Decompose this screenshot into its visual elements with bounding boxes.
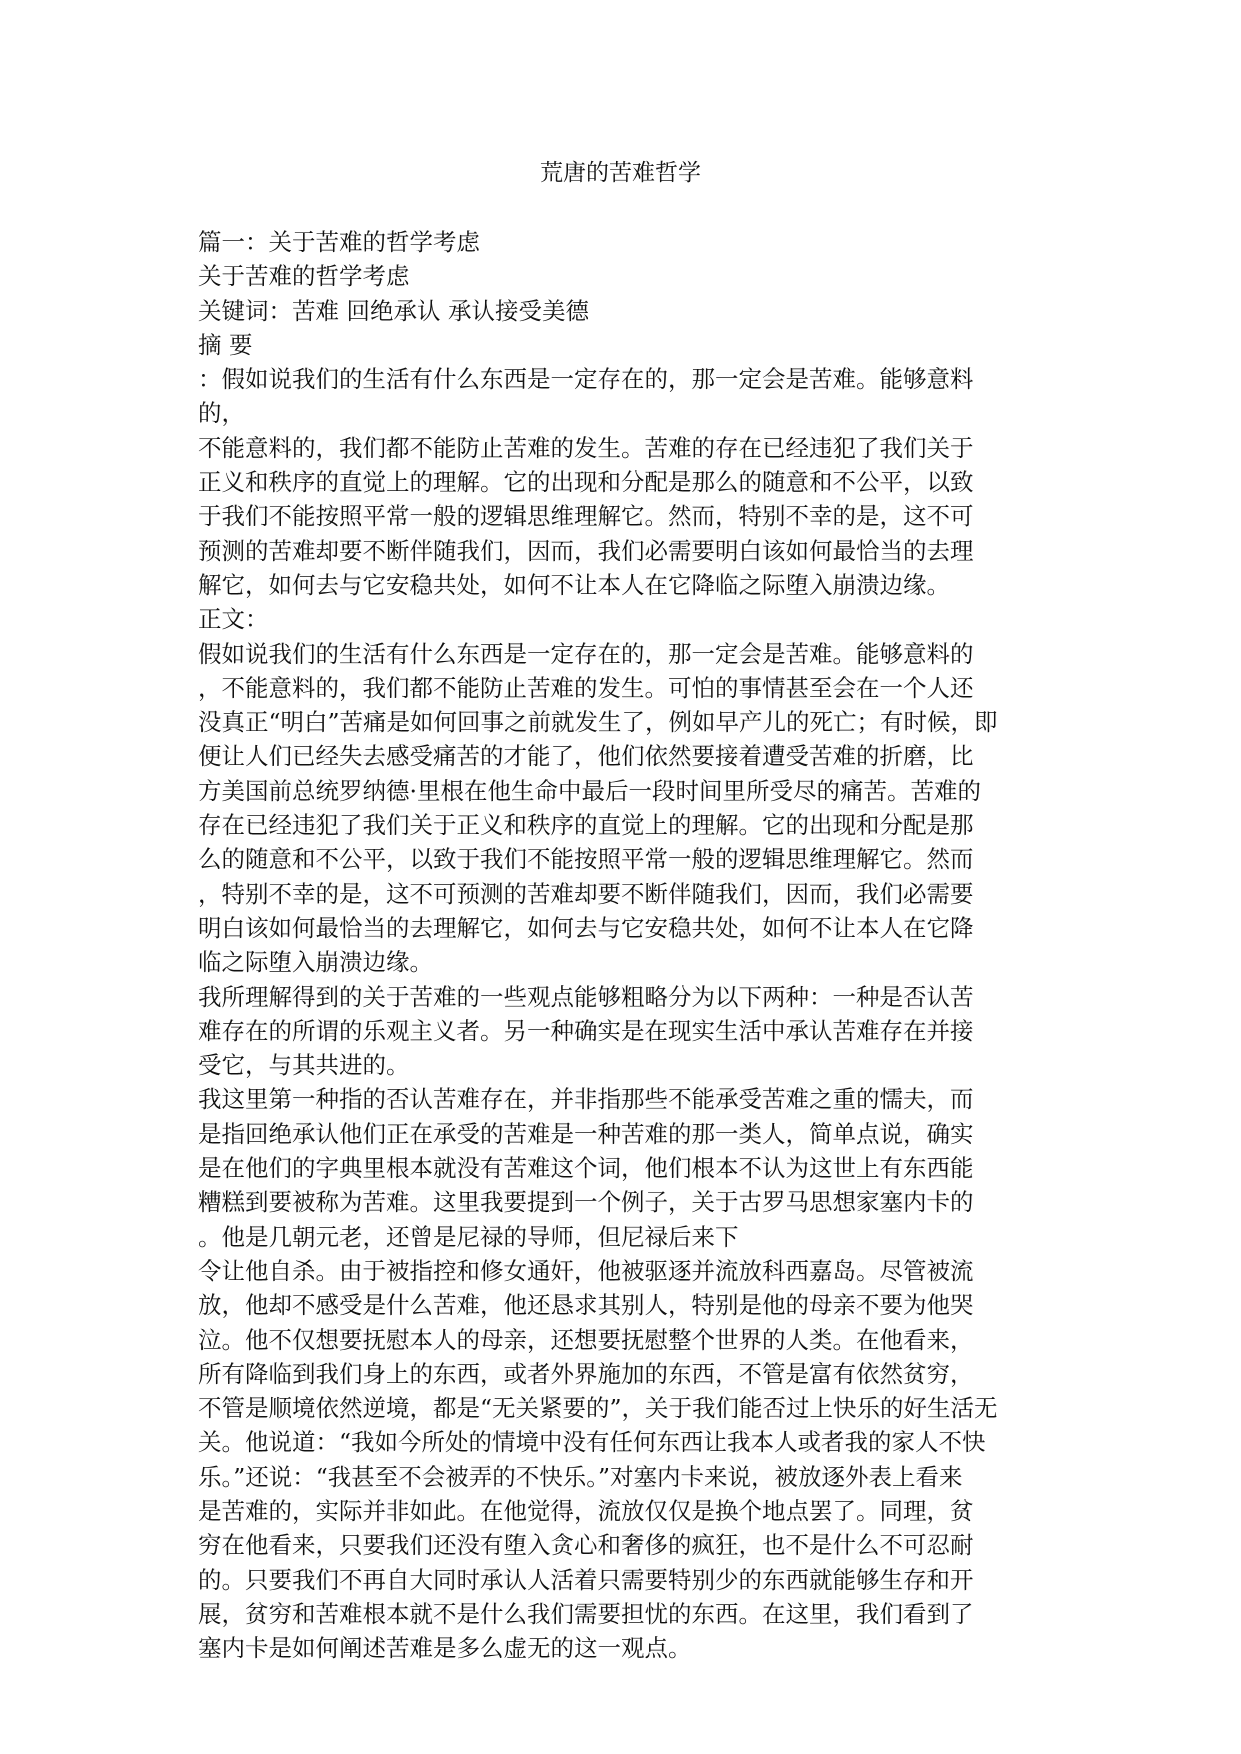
text-line: 么的随意和不公平，以致于我们不能按照平常一般的逻辑思维理解它。然而 <box>198 845 974 874</box>
text-line: 令让他自杀。由于被指控和修女通奸，他被驱逐并流放科西嘉岛。尽管被流 <box>198 1256 974 1285</box>
text-line: 的， <box>198 399 245 428</box>
text-line: 所有降临到我们身上的东西，或者外界施加的东西，不管是富有依然贫穷， <box>198 1359 974 1388</box>
text-line: 是在他们的字典里根本就没有苦难这个词，他们根本不认为这世上有东西能 <box>198 1154 974 1183</box>
text-line: 存在已经违犯了我们关于正义和秩序的直觉上的理解。它的出现和分配是那 <box>198 811 974 840</box>
text-line: 是苦难的，实际并非如此。在他觉得，流放仅仅是换个地点罢了。同理，贫 <box>198 1496 974 1525</box>
text-line: 展，贫穷和苦难根本就不是什么我们需要担忧的东西。在这里，我们看到了 <box>198 1599 974 1628</box>
text-line: 没真正“明白”苦痛是如何回事之前就发生了，例如早产儿的死亡；有时候，即 <box>198 708 998 737</box>
text-line: 关键词：苦难 回绝承认 承认接受美德 <box>198 296 589 325</box>
text-line: 难存在的所谓的乐观主义者。另一种确实是在现实生活中承认苦难存在并接 <box>198 1016 974 1045</box>
text-line: 受它，与其共进的。 <box>198 1051 410 1080</box>
text-line: 我这里第一种指的否认苦难存在，并非指那些不能承受苦难之重的懦夫，而 <box>198 1085 974 1114</box>
text-line: 于我们不能按照平常一般的逻辑思维理解它。然而，特别不幸的是，这不可 <box>198 502 974 531</box>
text-line: 糟糕到要被称为苦难。这里我要提到一个例子，关于古罗马思想家塞内卡的 <box>198 1188 974 1217</box>
text-line: ，不能意料的，我们都不能防止苦难的发生。可怕的事情甚至会在一个人还 <box>198 673 974 702</box>
text-line: 的。只要我们不再自大同时承认人活着只需要特别少的东西就能够生存和开 <box>198 1565 974 1594</box>
text-line: 解它，如何去与它安稳共处，如何不让本人在它降临之际堕入崩溃边缘。 <box>198 570 950 599</box>
text-line: 摘 要 <box>198 330 253 359</box>
text-line: 放，他却不感受是什么苦难，他还恳求其别人，特别是他的母亲不要为他哭 <box>198 1291 974 1320</box>
text-line: 正义和秩序的直觉上的理解。它的出现和分配是那么的随意和不公平，以致 <box>198 468 974 497</box>
text-line: ：假如说我们的生活有什么东西是一定存在的，那一定会是苦难。能够意料 <box>198 365 974 394</box>
text-line: 我所理解得到的关于苦难的一些观点能够粗略分为以下两种：一种是否认苦 <box>198 982 974 1011</box>
text-line: 不能意料的，我们都不能防止苦难的发生。苦难的存在已经违犯了我们关于 <box>198 433 974 462</box>
text-line: 篇一：关于苦难的哲学考虑 <box>198 228 480 256</box>
text-line: 。他是几朝元老，还曾是尼禄的导师，但尼禄后来下 <box>198 1222 739 1251</box>
text-line: 方美国前总统罗纳德·里根在他生命中最后一段时间里所受尽的痛苦。苦难的 <box>198 776 981 805</box>
text-line: 塞内卡是如何阐述苦难是多么虚无的这一观点。 <box>198 1634 692 1663</box>
text-line: 临之际堕入崩溃边缘。 <box>198 948 433 977</box>
text-line: 明白该如何最恰当的去理解它，如何去与它安稳共处，如何不让本人在它降 <box>198 913 974 942</box>
text-line: 不管是顺境依然逆境，都是“无关紧要的”，关于我们能否过上快乐的好生活无 <box>198 1394 998 1423</box>
text-line: 假如说我们的生活有什么东西是一定存在的，那一定会是苦难。能够意料的 <box>198 639 974 668</box>
text-line: ，特别不幸的是，这不可预测的苦难却要不断伴随我们，因而，我们必需要 <box>198 879 974 908</box>
document-body <box>198 225 1078 1665</box>
text-line: 便让人们已经失去感受痛苦的才能了，他们依然要接着遭受苦难的折磨，比 <box>198 742 974 771</box>
text-line: 正文： <box>198 605 269 634</box>
text-line: 泣。他不仅想要抚慰本人的母亲，还想要抚慰整个世界的人类。在他看来， <box>198 1325 974 1354</box>
text-line: 关于苦难的哲学考虑 <box>198 262 410 291</box>
text-line: 乐。”还说：“我甚至不会被弄的不快乐。”对塞内卡来说，被放逐外表上看来 <box>198 1462 963 1491</box>
text-line: 穷在他看来，只要我们还没有堕入贪心和奢侈的疯狂，也不是什么不可忍耐 <box>198 1531 974 1560</box>
text-line: 关。他说道：“我如今所处的情境中没有任何东西让我本人或者我的家人不快 <box>198 1428 986 1457</box>
text-line: 预测的苦难却要不断伴随我们，因而，我们必需要明白该如何最恰当的去理 <box>198 536 974 565</box>
text-line: 是指回绝承认他们正在承受的苦难是一种苦难的那一类人，简单点说，确实 <box>198 1119 974 1148</box>
document-title: 荒唐的苦难哲学 <box>540 160 701 186</box>
